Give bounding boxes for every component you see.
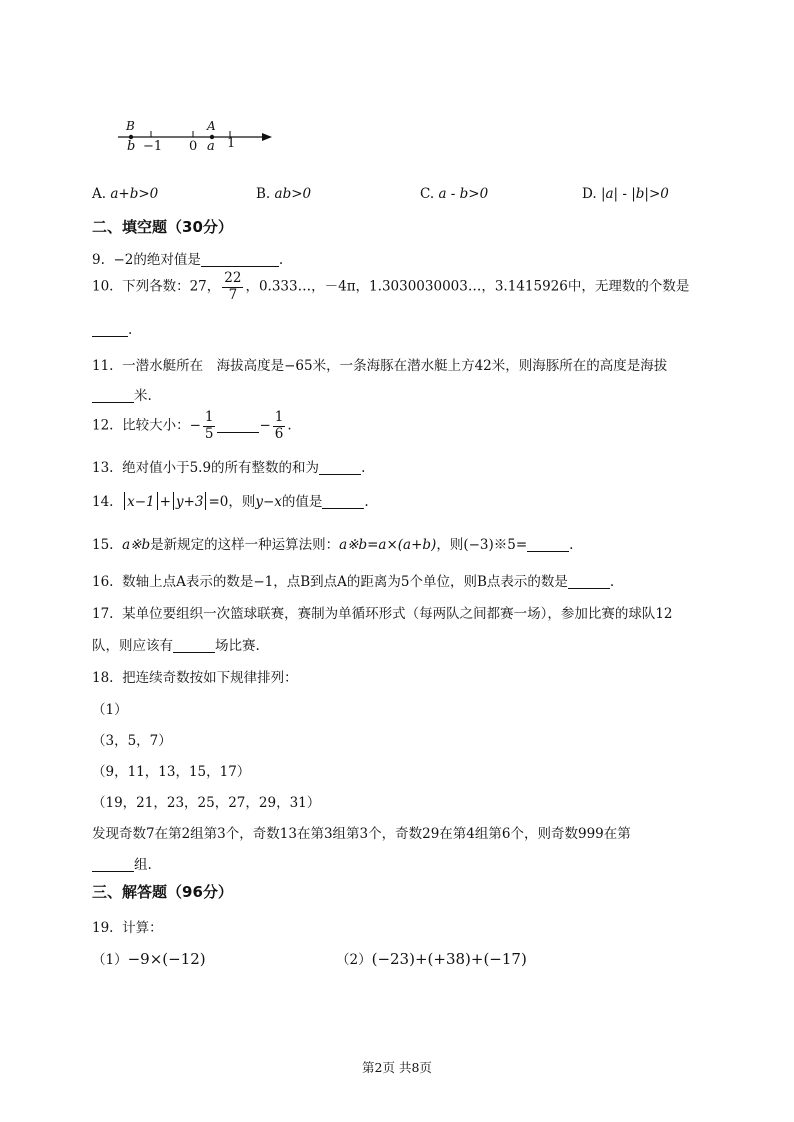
q12-answer-blank[interactable] xyxy=(217,418,259,433)
a-var-label: a xyxy=(207,139,215,154)
question-13: 13. 绝对值小于5.9的所有整数的和为 . xyxy=(92,460,366,476)
point-a-label: A xyxy=(207,119,216,133)
question-14: 14. x−1 + y+3 =0，则y−x的值是 . xyxy=(92,494,369,510)
question-12: 12. 比较大小：− $\frac{1}{5}$ − $\frac{1}{6}$ . xyxy=(92,409,292,442)
section-2-title: 二、填空题（30分） xyxy=(92,218,233,236)
question-18: 18. 把连续奇数按如下规律排列： xyxy=(92,670,298,686)
question-17-line2: 队，则应该有 场比赛. xyxy=(92,638,260,654)
question-11: 11. 一潜水艇所在 海拔高度是−65米，一条海豚在潜水艇上方42米，则海豚所在的高度是海拔 xyxy=(92,358,668,374)
q11-answer-blank[interactable] xyxy=(92,388,134,403)
q17-answer-blank[interactable] xyxy=(173,638,215,653)
q10-answer-blank[interactable] xyxy=(92,322,128,337)
q18-row-3: （9，11，13，15，17） xyxy=(92,764,251,780)
q18-row-4: （19，21，23，25，27，29，31） xyxy=(92,795,321,811)
q14-answer-blank[interactable] xyxy=(322,494,364,509)
q8-option-d[interactable]: D. |a| - |b|>0 xyxy=(582,186,669,202)
q9-answer-blank[interactable] xyxy=(201,252,279,267)
question-19: 19. 计算： xyxy=(92,920,163,936)
question-10-line2: . xyxy=(92,322,132,338)
q16-answer-blank[interactable] xyxy=(568,574,610,589)
q8-option-c[interactable]: C. a - b>0 xyxy=(420,186,489,202)
question-9: 9. −2的绝对值是 . xyxy=(92,252,284,268)
q8-option-b[interactable]: B. ab>0 xyxy=(256,186,312,202)
b-var-label: b xyxy=(127,139,136,154)
question-18-line-a: 发现奇数7在第2组第3个，奇数13在第3组第3个，奇数29在第4组第6个，则奇数999在第 xyxy=(92,826,631,842)
q19-part-2: （2）(−23)+(+38)+(−17) xyxy=(336,950,527,968)
fraction-1-6: $\frac{1}{6}$ xyxy=(274,409,284,442)
question-11-line2: 米. xyxy=(92,384,152,404)
q18-row-2: （3，5，7） xyxy=(92,733,172,749)
fraction-1-5: $\frac{1}{5}$ xyxy=(204,409,214,442)
q13-answer-blank[interactable] xyxy=(319,460,361,475)
tick-1-label: 1 xyxy=(227,136,236,151)
point-b-label: B xyxy=(126,119,135,133)
page-footer: 第2页 共8页 xyxy=(362,1060,432,1075)
q18-answer-blank[interactable] xyxy=(92,857,134,872)
q18-row-1: （1） xyxy=(92,702,128,718)
question-15: 15. a※b是新规定的这样一种运算法则：a※b=a×(a+b)，则(−3)※5= . xyxy=(92,537,574,553)
question-10: 10. 下列各数：27， $\frac{22}{7}$ ，0.333…，－4π，1.3030030003…，3.1415926中，无理数的个数是 xyxy=(92,270,690,303)
question-17: 17. 某单位要组织一次篮球联赛，赛制为单循环形式（每两队之间都赛一场），参加比赛的球队12 xyxy=(92,606,673,622)
fraction-22-7: $\frac{22}{7}$ xyxy=(224,270,242,303)
question-18-line-b: 组. xyxy=(92,853,152,873)
question-16: 16. 数轴上点A表示的数是−1，点B到点A的距离为5个单位，则B点表示的数是 . xyxy=(92,574,615,590)
tick-0-label: 0 xyxy=(189,139,198,154)
number-line-arrow-icon xyxy=(262,133,272,141)
q15-answer-blank[interactable] xyxy=(527,537,569,552)
q19-part-1: （1）−9×(−12) xyxy=(92,950,206,968)
section-3-title: 三、解答题（96分） xyxy=(92,883,233,901)
q8-option-a[interactable]: A. a+b>0 xyxy=(92,186,159,202)
tick-neg1-label: −1 xyxy=(143,139,163,154)
